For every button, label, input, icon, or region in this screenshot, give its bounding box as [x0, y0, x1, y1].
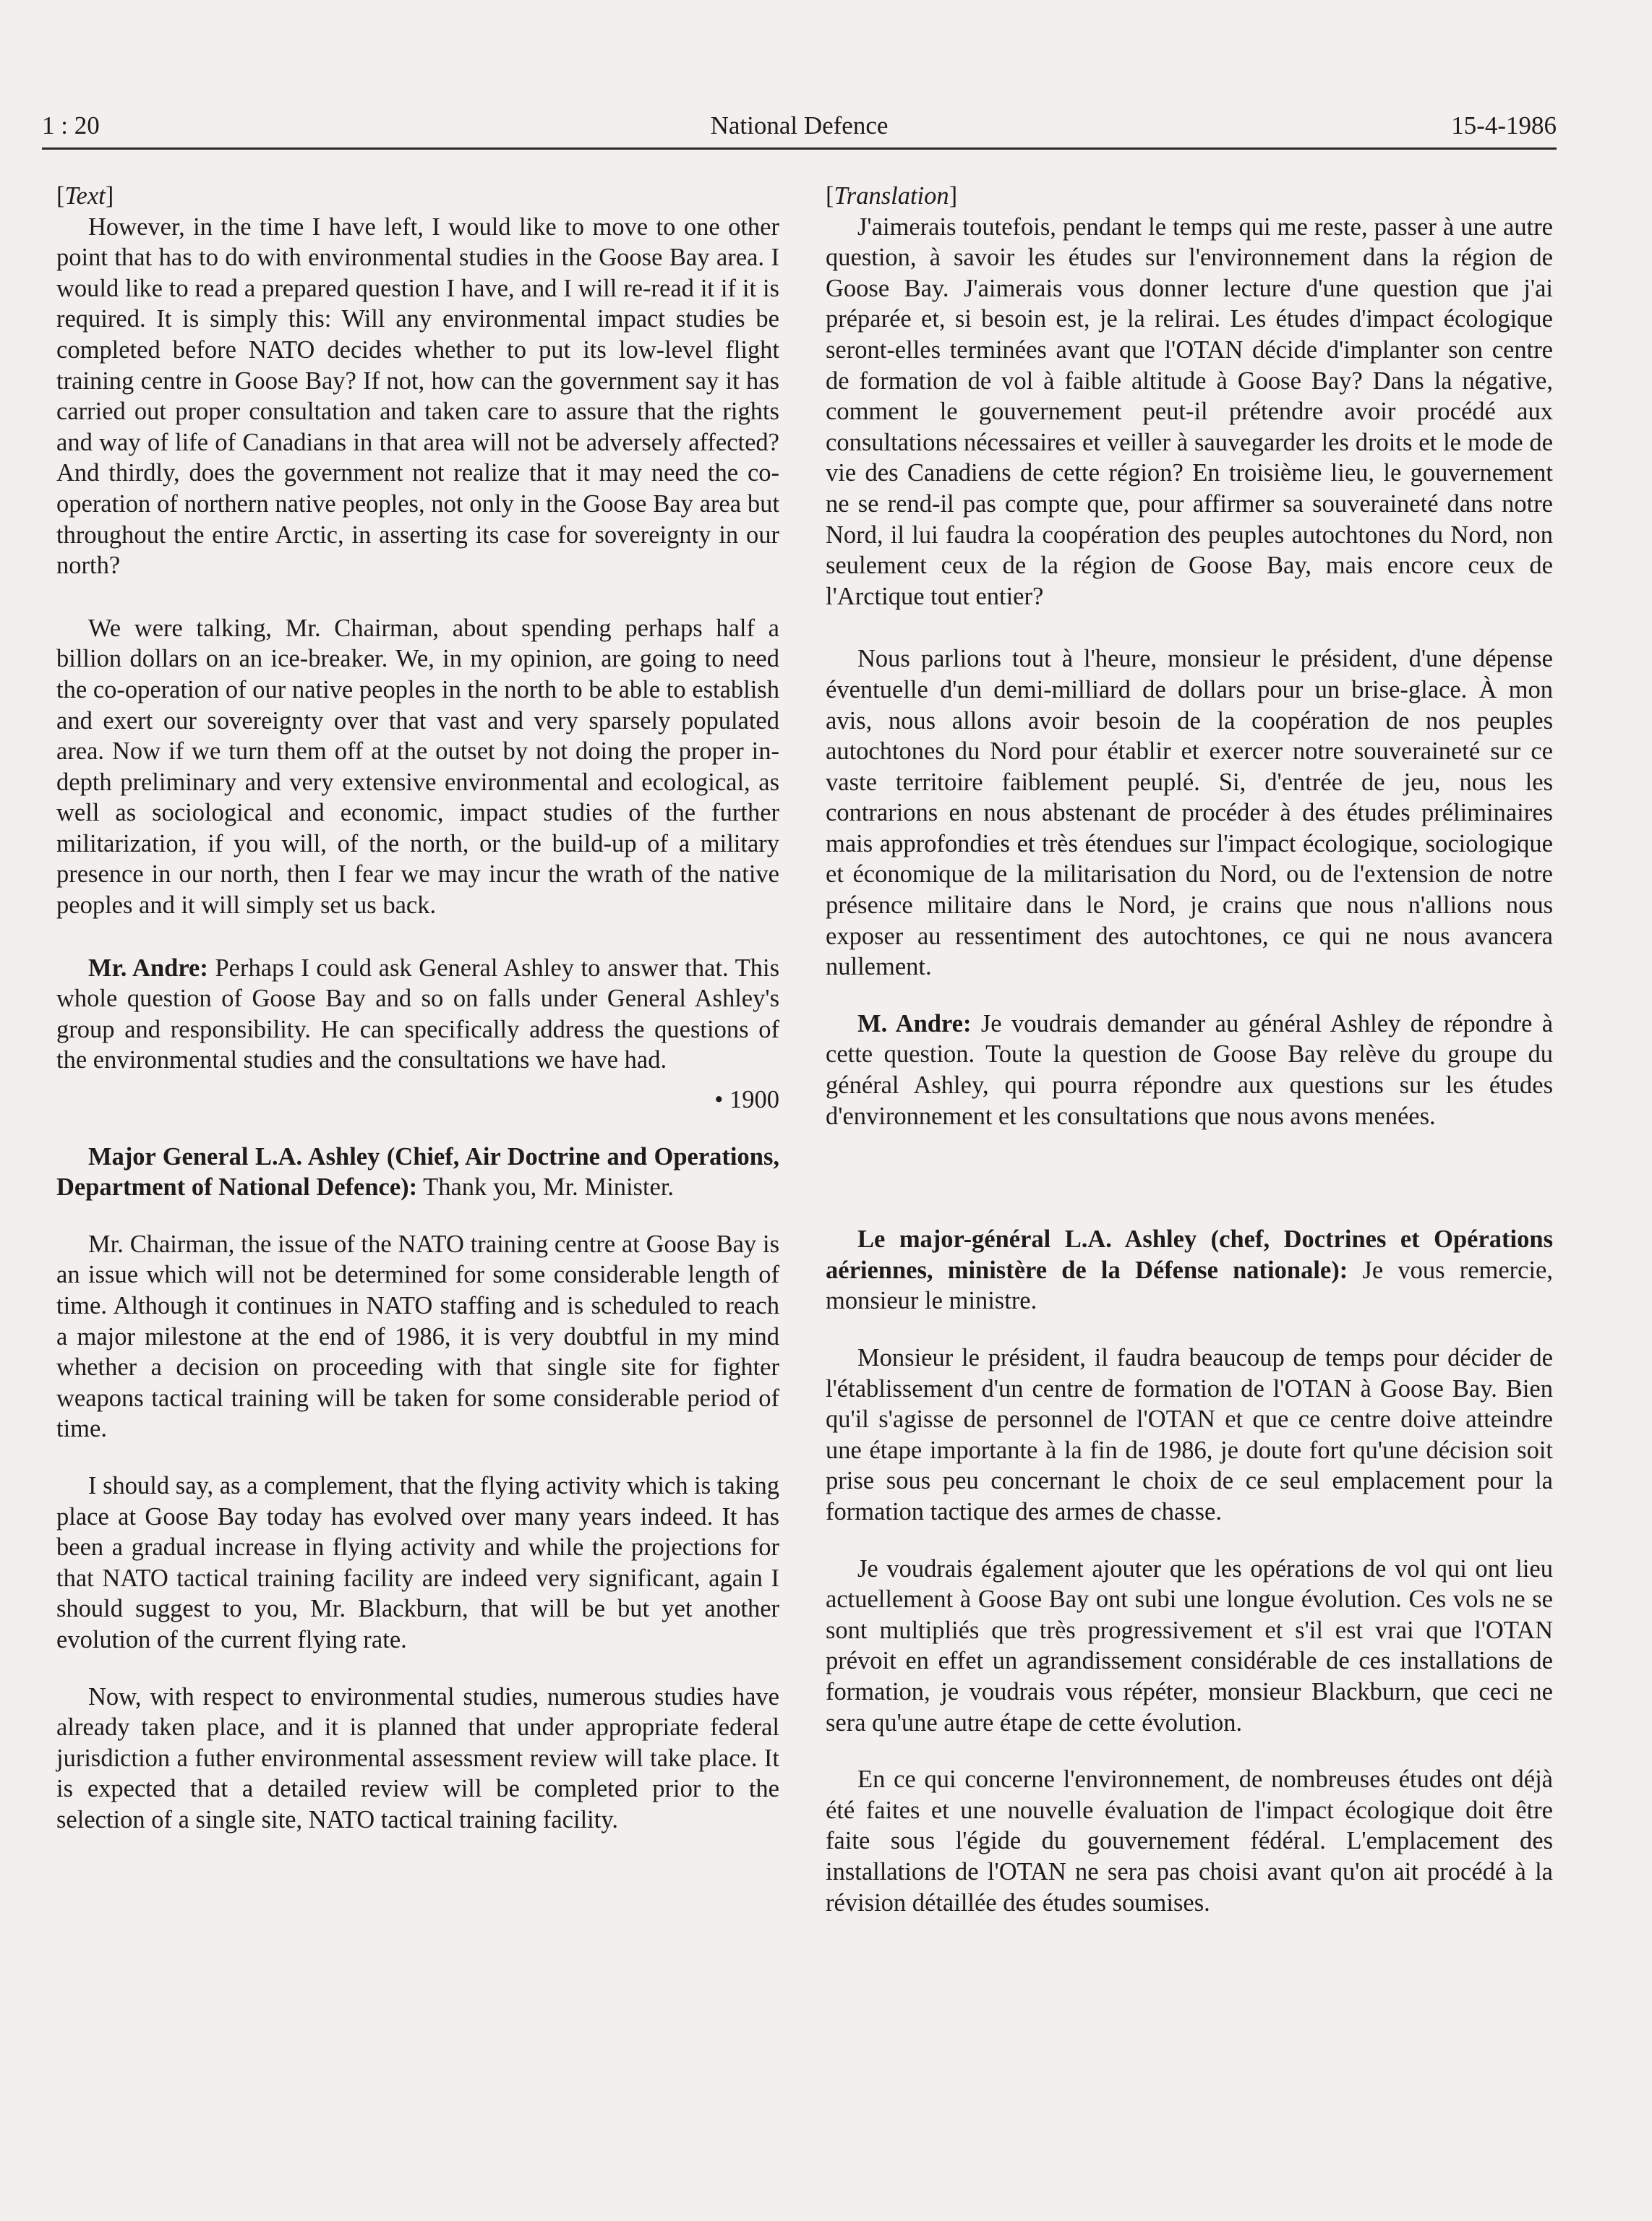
- speaker-name: Mr. Andre:: [88, 954, 208, 982]
- paragraph: I should say, as a complement, that the flying activity which is taking place at Goose Bay today has evolved over many years indeed. It has been a gradual increase in flying activity and while the projections for that NATO tactical training facility are indeed very significant, again I should suggest to you, Mr. Blackburn, that will be but yet another evolution of the current flying rate.: [56, 1471, 779, 1653]
- paragraph: Mr. Chairman, the issue of the NATO training centre at Goose Bay is an issue which will not be determined for some considerable length of time. Although it continues in NATO staffing and is scheduled to reach a major milestone at the end of 1986, it is very doubtful in my mind whether a decision on proceeding with that single site for fighter weapons tactical training will be taken for some considerable period of time.: [56, 1230, 779, 1443]
- speaker-paragraph: [56, 953, 779, 1076]
- speaker-paragraph: [56, 1142, 779, 1203]
- english-column: [56, 181, 779, 1836]
- paragraph: However, in the time I have left, I would like to move to one other point that has to do with environmental studies in the Goose Bay area. I would like to read a prepared question I have, and I will re-read it if it is required. It is simply this: Will any environmental impact studies be completed before NATO decides whether to put its low-level flight training centre in Goose Bay? If not, how can the government say it has carried out proper consultation and taken care to assure that the rights and way of life of Canadians in that area will not be adversely affected? And thirdly, does the government not realize that it may need the co-operation of northern native peoples, not only in the Goose Bay area but throughout the entire Arctic, in asserting its case for sovereignty in our north?: [56, 213, 779, 580]
- paragraph: Je voudrais également ajouter que les opérations de vol qui ont lieu actuellement à Goose Bay ont subi une longue évolution. Ces vols ne se sont multipliés que très progressivement et s'il est vrai que l'OTAN prévoit en effet un agrandissement considérable de ces installations de formation, je voudrais vous répéter, monsieur Blackburn, que ceci ne sera qu'une autre étape de cette évolution.: [826, 1554, 1553, 1737]
- language-label: [Translation]: [826, 182, 958, 210]
- journal-title: National Defence: [710, 111, 889, 140]
- speech-text: Perhaps I could ask General Ashley to answer that. This whole question of Goose Bay and so on falls under General Ashley's group and responsibility. He can specifically address the questions of the environmental studies and the consultations we have had.: [56, 954, 779, 1074]
- paragraph: Now, with respect to environmental studies, numerous studies have already taken place, and it is planned that under appropriate federal jurisdiction a futher environmental assessment review will take place. It is expected that a detailed review will be completed prior to the selection of a single site, NATO tactical training facility.: [56, 1682, 779, 1833]
- language-label: [Text]: [56, 182, 114, 210]
- speaker-name: Major General L.A. Ashley (Chief, Air Doctrine and Operations, Department of National Defence):: [56, 1142, 779, 1202]
- time-marker: • 1900: [714, 1086, 779, 1114]
- speech-text: Thank you, Mr. Minister.: [423, 1173, 675, 1202]
- speech-text: Je vous remercie, monsieur le ministre.: [826, 1256, 1553, 1315]
- paragraph: J'aimerais toutefois, pendant le temps qui me reste, passer à une autre question, à savoir les études sur l'environnement dans la région de Goose Bay. J'aimerais vous donner lecture d'une question que j'ai préparée et, si besoin est, je la relirai. Les études d'impact écologique seront-elles terminées avant que l'OTAN décide d'implanter son centre de formation de vol à faible altitude à Goose Bay? Dans la négative, comment le gouvernement peut-il prétendre avoir procédé aux consultations nécessaires et veiller à sauvegarder les droits et le mode de vie des Canadiens de cette région? En troisième lieu, le gouvernement ne se rend-il pas compte que, pour affirmer sa souveraineté dans notre Nord, il lui faudra la coopération des peuples autochtones du Nord, non seulement ceux de la région de Goose Bay, mais encore ceux de l'Arctique tout entier?: [826, 213, 1553, 610]
- speaker-paragraph: [826, 1224, 1553, 1317]
- paragraph: Monsieur le président, il faudra beaucoup de temps pour décider de l'établissement d'un centre de formation de l'OTAN à Goose Bay. Bien qu'il s'agisse de personnel de l'OTAN et que ce centre doive atteindre une étape importante à la fin de 1986, je doute fort qu'une décision soit prise sous peu concernant le choix de ce seul emplacement pour la formation tactique des armes de chasse.: [826, 1344, 1553, 1525]
- speaker-name: M. Andre:: [857, 1009, 972, 1037]
- speaker-name: Le major-général L.A. Ashley (chef, Doctrines et Opérations aériennes, ministère de la Défense nationale):: [826, 1225, 1553, 1284]
- page-number: 1 : 20: [42, 111, 100, 140]
- french-column: [826, 181, 1553, 1918]
- paragraph: Nous parlions tout à l'heure, monsieur le président, d'une dépense éventuelle d'un demi-milliard de dollars pour un brise-glace. À mon avis, nous allons avoir besoin de la coopération de nos peuples autochtones du Nord pour établir et exercer notre souveraineté sur ce vaste territoire faiblement peuplé. Si, d'entrée de jeu, nous les contrarions en nous abstenant de procéder à des études préliminaires mais approfondies et très étendues sur l'impact écologique, sociologique et économique de la militarisation du Nord, ou de l'extension de notre présence militaire dans le Nord, je crains que nous n'allions nous exposer au ressentiment des autochtones, ce qui ne nous avancera nullement.: [826, 645, 1553, 981]
- paragraph: We were talking, Mr. Chairman, about spending perhaps half a billion dollars on an ice-breaker. We, in my opinion, are going to need the co-operation of our native peoples in the north to be able to establish and exert our sovereignty over that vast and very sparsely populated area. Now if we turn them off at the outset by not doing the proper in-depth preliminary and very extensive environmental and ecological, as well as sociological and economic, impact studies of the further militarization, if you will, of the north, or the build-up of a military presence in our north, then I fear we may incur the wrath of the native peoples and it will simply set us back.: [56, 614, 779, 920]
- issue-date: 15-4-1986: [1451, 111, 1557, 140]
- speech-text: Je voudrais demander au général Ashley de répondre à cette question. Toute la question de Goose Bay relève du groupe du général Ashley, qui pourra répondre aux questions sur les études d'environnement et les consultations que nous avons menées.: [826, 1009, 1554, 1130]
- running-header: [42, 101, 1557, 150]
- paragraph: En ce qui concerne l'environnement, de nombreuses études ont déjà été faites et une nouvelle évaluation de l'impact écologique doit être faite sous l'égide du gouvernement fédéral. L'emplacement des installations de l'OTAN ne sera pas choisi avant qu'on ait procédé à la révision détaillée des études soumises.: [826, 1766, 1553, 1917]
- speaker-paragraph: [826, 1009, 1553, 1131]
